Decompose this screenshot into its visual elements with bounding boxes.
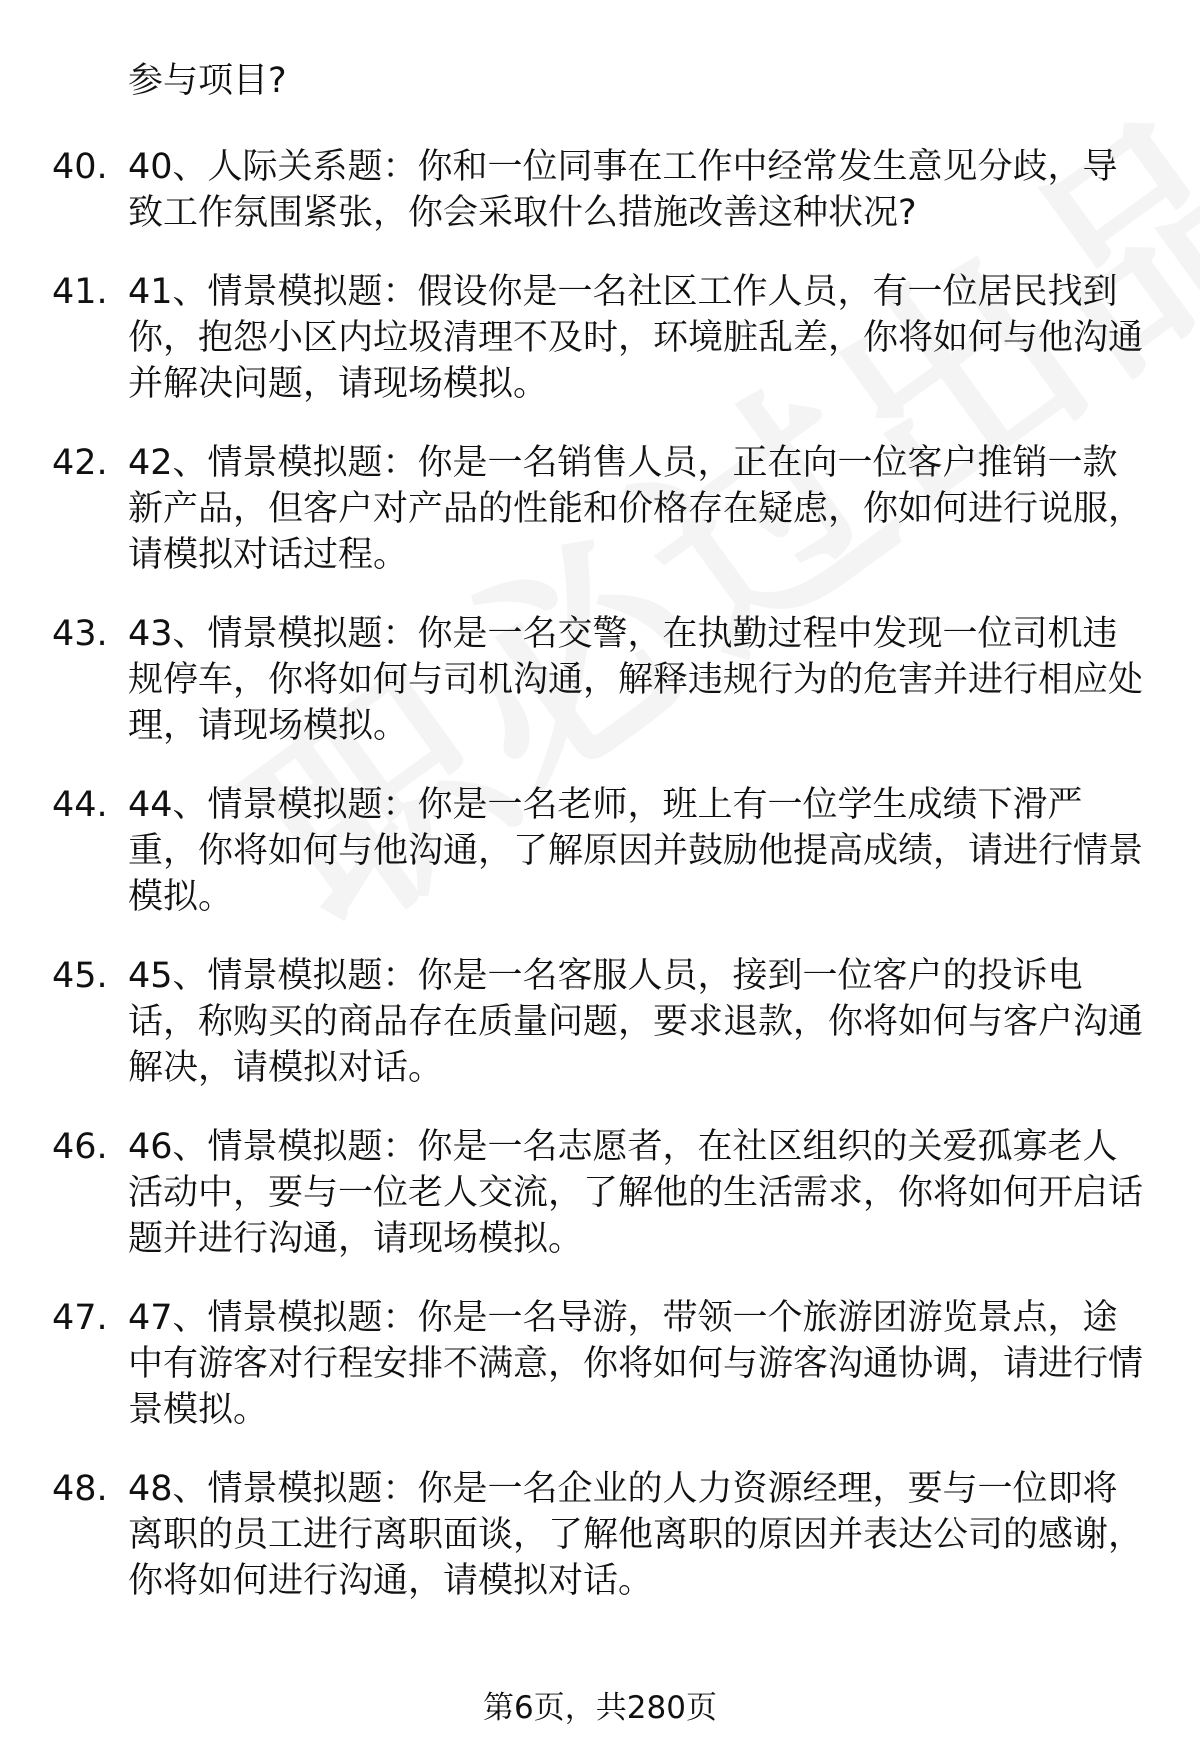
- question-list: [0, 144, 1200, 1637]
- question-text: 44、情景模拟题：你是一名老师，班上有一位学生成绩下滑严重，你将如何与他沟通，了解原因并鼓励他提高成绩，请进行情景模拟。: [128, 785, 1144, 917]
- question-number: 45.: [52, 956, 108, 996]
- question-text: 47、情景模拟题：你是一名导游，带领一个旅游团游览景点，途中有游客对行程安排不满意，你将如何与游客沟通协调，请进行情景模拟。: [128, 1298, 1144, 1430]
- question-number: 41.: [52, 272, 108, 312]
- question-number: 48.: [52, 1469, 108, 1509]
- question-number: 44.: [52, 785, 108, 825]
- question-item: [0, 269, 1200, 407]
- question-text: 46、情景模拟题：你是一名志愿者，在社区组织的关爱孤寡老人活动中，要与一位老人交流，了解他的生活需求，你将如何开启话题并进行沟通，请现场模拟。: [128, 1127, 1144, 1259]
- question-text: 42、情景模拟题：你是一名销售人员，正在向一位客户推销一款新产品，但客户对产品的性能和价格存在疑虑，你如何进行说服，请模拟对话过程。: [128, 443, 1144, 575]
- question-item: [0, 1466, 1200, 1604]
- continued-question-text: 参与项目?: [128, 61, 287, 101]
- question-text: 43、情景模拟题：你是一名交警，在执勤过程中发现一位司机违规停车，你将如何与司机沟通，解释违规行为的危害并进行相应处理，请现场模拟。: [128, 614, 1144, 746]
- question-number: 47.: [52, 1298, 108, 1338]
- question-item: [0, 953, 1200, 1091]
- question-item: [0, 440, 1200, 578]
- question-item: [0, 1295, 1200, 1433]
- question-item: [0, 782, 1200, 920]
- question-item: [0, 1124, 1200, 1262]
- question-text: 45、情景模拟题：你是一名客服人员，接到一位客户的投诉电话，称购买的商品存在质量问题，要求退款，你将如何与客户沟通解决，请模拟对话。: [128, 956, 1144, 1088]
- question-number: 42.: [52, 443, 108, 483]
- page-footer: 第6页，共280页: [483, 1690, 717, 1726]
- question-number: 40.: [52, 147, 108, 187]
- question-number: 46.: [52, 1127, 108, 1167]
- question-item: [0, 611, 1200, 749]
- question-text: 48、情景模拟题：你是一名企业的人力资源经理，要与一位即将离职的员工进行离职面谈，了解他离职的原因并表达公司的感谢，你将如何进行沟通，请模拟对话。: [128, 1469, 1144, 1601]
- question-item: [0, 144, 1200, 236]
- question-text: 40、人际关系题：你和一位同事在工作中经常发生意见分歧，导致工作氛围紧张，你会采取什么措施改善这种状况?: [128, 147, 1118, 233]
- question-text: 41、情景模拟题：假设你是一名社区工作人员，有一位居民找到你，抱怨小区内垃圾清理不及时，环境脏乱差，你将如何与他沟通并解决问题，请现场模拟。: [128, 272, 1144, 404]
- question-number: 43.: [52, 614, 108, 654]
